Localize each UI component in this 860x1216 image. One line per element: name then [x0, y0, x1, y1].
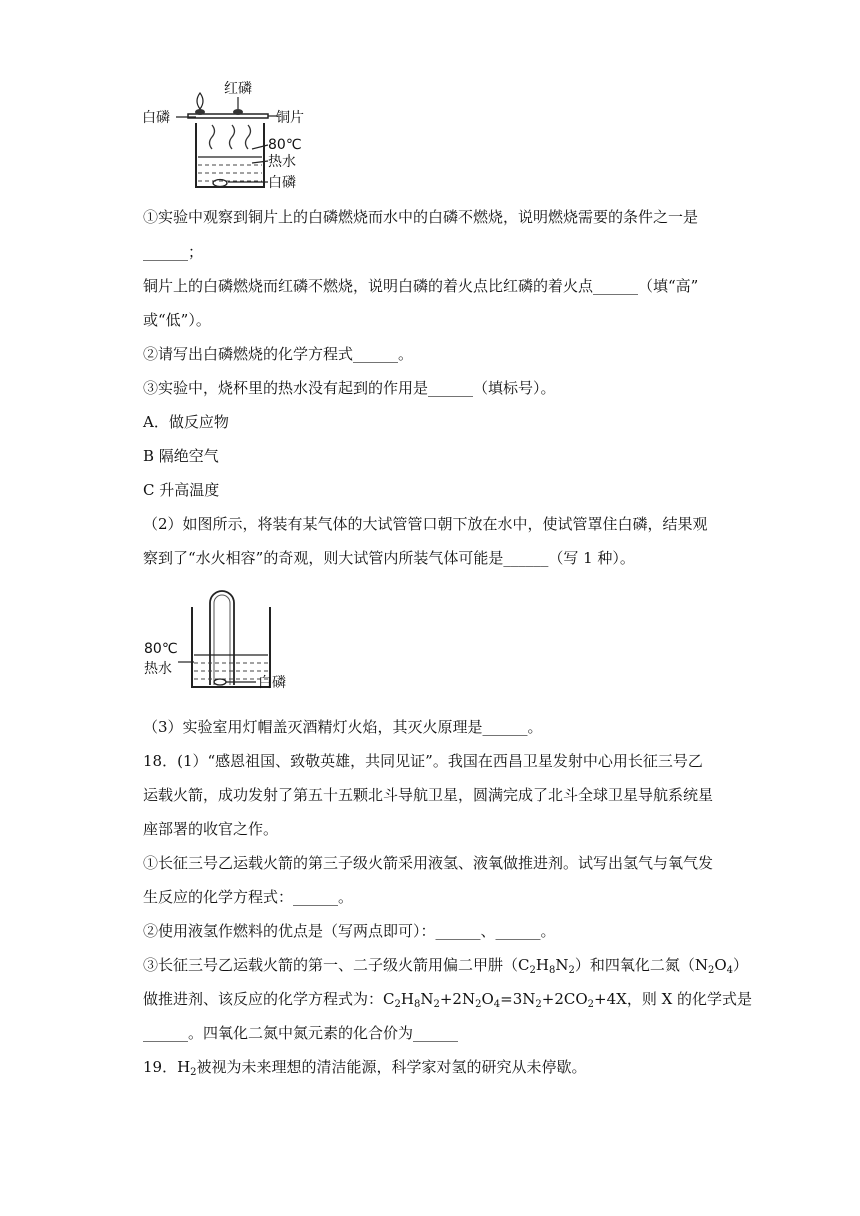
q18-line6: ②使用液氢作燃料的优点是（写两点即可）：______、______。: [143, 922, 556, 940]
fig2-label-temp: 80℃: [144, 641, 178, 657]
q17-1-line1: ①实验中观察到铜片上的白磷燃烧而水中的白磷不燃烧，说明燃烧需要的条件之一是: [143, 208, 699, 226]
q18-line4: ①长征三号乙运载火箭的第三子级火箭采用液氢、液氧做推进剂。试写出氢气与氧气发: [143, 854, 714, 872]
label-white-phosphorus-top: 白磷: [142, 110, 170, 126]
option-b: B 隔绝空气: [143, 447, 219, 465]
q17-1-line2: ______；: [143, 243, 204, 261]
q18-line3: 座部署的收官之作。: [143, 820, 279, 838]
option-a: A．做反应物: [143, 413, 229, 431]
fig2-label-hot-water: 热水: [144, 661, 172, 677]
q18-line5: 生反应的化学方程式：______。: [143, 888, 354, 906]
q18-line7: ③长征三号乙运载火箭的第一、二子级火箭用偏二甲肼$(C_2H_8N_2)$和四氧化二氮$(N_2O_4)$: [143, 956, 749, 976]
q18-line8: 做推进剂、该反应的化学方程式为：$C_2H_8N_2+2N_2O_4=3N_2+2CO_2+4X$，则 X 的化学式是: [143, 990, 753, 1010]
label-white-phosphorus-bottom: 白磷: [268, 175, 296, 191]
q19-line1: 19．$H_2$被视为未来理想的清洁能源，科学家对氢的研究从未停歇。: [143, 1058, 587, 1078]
label-copper: 铜片: [276, 110, 304, 126]
q18-line1: 18．(1）“感恩祖国、致敬英雄，共同见证”。我国在西昌卫星发射中心用长征三号乙: [143, 752, 703, 770]
figure-test-tube-experiment: [140, 585, 310, 695]
q17-1-line6: ③实验中，烧杯里的热水没有起到的作用是______（填标号）。: [143, 379, 556, 397]
q17-2-line2: 察到了“水火相容”的奇观，则大试管内所装气体可能是______（写 1 种）。: [143, 549, 635, 567]
q17-1-line5: ②请写出白磷燃烧的化学方程式______。: [143, 345, 414, 363]
q18-line2: 运载火箭，成功发射了第五十五颗北斗导航卫星，圆满完成了北斗全球卫星导航系统星: [143, 786, 714, 804]
option-c: C 升高温度: [143, 481, 220, 499]
fig2-label-white-phosphorus: 白磷: [258, 675, 286, 691]
q17-2-line1: （2）如图所示，将装有某气体的大试管管口朝下放在水中，使试管罩住白磷，结果观: [143, 515, 708, 533]
q18-line9: ______。四氧化二氮中氮元素的化合价为______: [143, 1024, 459, 1042]
label-red-phosphorus: 红磷: [224, 81, 252, 97]
q17-3-line1: （3）实验室用灯帽盖灭酒精灯火焰，其灭火原理是______。: [143, 718, 543, 736]
label-hot-water: 热水: [268, 154, 296, 170]
figure-copper-plate-experiment: [140, 75, 304, 195]
q17-1-line4: 或“低”）。: [143, 311, 211, 329]
label-temp: 80℃: [268, 137, 302, 153]
q17-1-line3: 铜片上的白磷燃烧而红磷不燃烧，说明白磷的着火点比红磷的着火点______（填“高”: [143, 277, 699, 295]
